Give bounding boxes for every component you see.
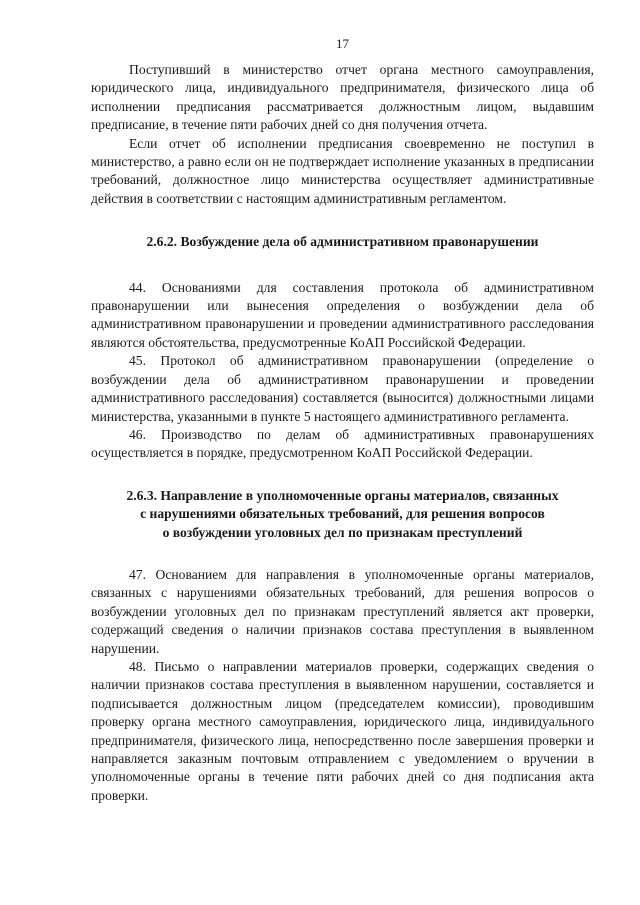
paragraph-report-review: Поступивший в министерство отчет органа местного самоуправления, юридического лица, индивидуального предпринимателя, физического лица об исполнении предписания рассматривается должностным лицом, выдавшим предписание, в течение пяти рабочих дней со дня получения отчета. [91,62,594,133]
paragraph-44: 44. Основаниями для составления протокола об административном правонарушении или вынесения определения о возбуждении дела об административном правонарушении и проведении административного расследования являются обстоятельства, предусмотренные КоАП Российской Федерации. [91,279,594,350]
heading-line: 2.6.3. Направление в уполномоченные органы материалов, связанных [126,487,559,503]
heading-line: с нарушениями обязательных требований, для решения вопросов [140,506,545,522]
paragraph-report-missing: Если отчет об исполнении предписания своевременно не поступил в министерство, а равно если он не подтверждает исполнение указанных в предписании требований, должностное лицо министерства осуществляет административные действия в соответствии с настоящим административным регламентом. [91,135,594,206]
page-number: 17 [336,36,349,51]
paragraph-46: 46. Производство по делам об административных правонарушениях осуществляется в порядке, предусмотренном КоАП Российской Федерации. [91,426,594,461]
paragraph-47: 47. Основанием для направления в уполномоченные органы материалов, связанных с нарушениями обязательных требований, для решения вопросов о возбуждении уголовных дел по признакам преступлений является акт проверки, содержащий сведения о наличии признаков состава преступления в выявленном нарушении. [91,566,594,656]
heading-line: о возбуждении уголовных дел по признакам преступлений [162,524,523,540]
section-heading-2-6-2: 2.6.2. Возбуждение дела об административном правонарушении [146,234,539,250]
section-heading-2-6-3 [91,487,594,542]
paragraph-48: 48. Письмо о направлении материалов проверки, содержащих сведения о наличии признаков состава преступления в выявленном нарушении, составляется и подписывается должностным лицом (председателем комиссии), проводившим проверку органа местного самоуправления, юридического лица, индивидуального предпринимателя, физического лица, непосредственно после завершения проверки и направляется заказным почтовым отправлением с уведомлением о вручении в уполномоченные органы в течение пяти рабочих дней со дня подписания акта проверки. [91,658,594,803]
paragraph-45: 45. Протокол об административном правонарушении (определение о возбуждении дела об административном правонарушении и проведении административного расследования) составляется (выносится) должностными лицами министерства, указанными в пункте 5 настоящего административного регламента. [91,353,594,424]
